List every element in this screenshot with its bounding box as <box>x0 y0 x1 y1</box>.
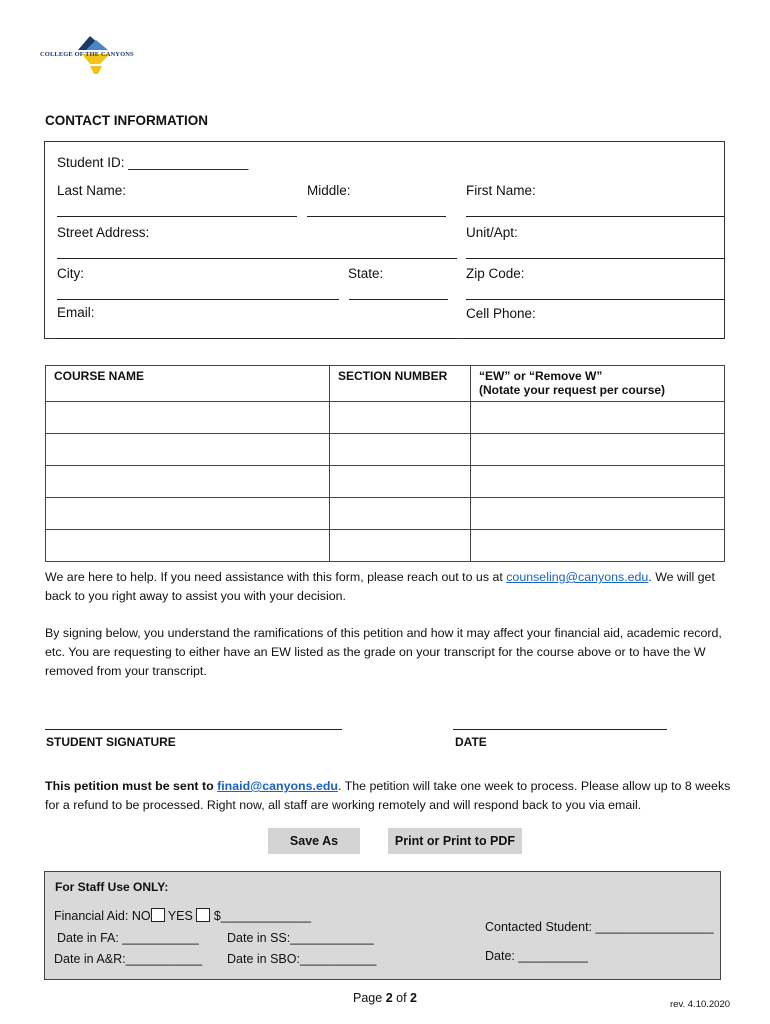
financial-aid-amount-field[interactable]: $_____________ <box>213 909 312 923</box>
college-logo <box>40 30 140 80</box>
cell-phone-input[interactable] <box>466 338 725 339</box>
date-in-ss-field[interactable]: Date in SS:____________ <box>227 931 374 945</box>
middle-label: Middle: <box>307 183 351 198</box>
ew-request-cell[interactable] <box>471 466 725 498</box>
course-table-header <box>46 366 725 402</box>
section-number-cell[interactable] <box>330 402 471 434</box>
petition-paragraph <box>45 777 735 815</box>
last-name-input[interactable] <box>57 216 297 217</box>
course-name-cell[interactable] <box>46 530 330 562</box>
page-total: 2 <box>410 991 417 1005</box>
page-prefix: Page <box>353 991 386 1005</box>
zip-code-label: Zip Code: <box>466 266 525 281</box>
logo-text: COLLEGE OF THE CANYONS <box>40 51 134 58</box>
unit-input[interactable] <box>466 258 725 259</box>
ew-request-cell[interactable] <box>471 498 725 530</box>
contact-information-box <box>44 141 725 339</box>
section-number-cell[interactable] <box>330 530 471 562</box>
section-number-cell[interactable] <box>330 498 471 530</box>
unit-label: Unit/Apt: <box>466 225 518 240</box>
table-row <box>46 530 725 562</box>
ew-request-cell[interactable] <box>471 402 725 434</box>
ew-header-title: “EW” or “Remove W” <box>479 369 603 383</box>
first-name-input[interactable] <box>466 216 725 217</box>
course-name-header: COURSE NAME <box>46 366 330 402</box>
state-label: State: <box>348 266 384 281</box>
revision-date: rev. 4.10.2020 <box>670 999 731 1010</box>
last-name-label: Last Name: <box>57 183 127 198</box>
course-name-cell[interactable] <box>46 402 330 434</box>
zip-code-input[interactable] <box>466 299 725 300</box>
contacted-student-field[interactable]: Contacted Student: _________________ <box>485 920 714 934</box>
page-number <box>0 991 770 1005</box>
course-table <box>45 365 725 562</box>
table-row <box>46 466 725 498</box>
student-id-field[interactable]: Student ID: ________________ <box>57 155 249 170</box>
course-name-cell[interactable] <box>46 434 330 466</box>
email-label: Email: <box>57 305 95 320</box>
staff-date-field[interactable]: Date: __________ <box>485 949 588 963</box>
staff-use-title: For Staff Use ONLY: <box>55 880 169 894</box>
help-text-after: . We will get back to you right away to assist you with your decision. <box>45 570 715 603</box>
state-input[interactable] <box>349 299 448 300</box>
staff-use-box <box>44 871 721 980</box>
financial-aid-label: Financial Aid: NO <box>54 909 151 923</box>
section-number-cell[interactable] <box>330 466 471 498</box>
page-current: 2 <box>385 991 393 1005</box>
help-text-before: We are here to help. If you need assistance with this form, please reach out to us at <box>45 570 507 584</box>
ew-request-cell[interactable] <box>471 530 725 562</box>
city-label: City: <box>57 266 84 281</box>
help-paragraph <box>45 568 735 606</box>
table-row <box>46 402 725 434</box>
financial-aid-yes-checkbox[interactable] <box>196 908 210 922</box>
page-mid: of <box>392 991 411 1005</box>
middle-input[interactable] <box>307 216 446 217</box>
date-in-sbo-field[interactable]: Date in SBO:___________ <box>227 952 377 966</box>
financial-aid-no-checkbox[interactable] <box>151 908 165 922</box>
print-button[interactable]: Print or Print to PDF <box>388 828 522 854</box>
date-in-ar-field[interactable]: Date in A&R:___________ <box>54 952 203 966</box>
ew-header <box>471 366 725 402</box>
cell-phone-label: Cell Phone: <box>466 306 536 321</box>
section-number-cell[interactable] <box>330 434 471 466</box>
table-row <box>46 434 725 466</box>
date-label: DATE <box>455 735 487 749</box>
city-input[interactable] <box>57 299 339 300</box>
save-as-button[interactable]: Save As <box>268 828 360 854</box>
first-name-label: First Name: <box>466 183 536 198</box>
course-name-cell[interactable] <box>46 466 330 498</box>
ew-header-note: (Notate your request per course) <box>479 383 666 397</box>
date-signature-line[interactable] <box>453 729 667 730</box>
finaid-email-link[interactable]: finaid@canyons.edu <box>217 779 338 793</box>
signing-paragraph: By signing below, you understand the ramifications of this petition and how it may affect your financial aid, academic record, etc. You are requesting to either have an EW listed as the grade on your transcript for the course above or to have the W removed from your transcript. <box>45 626 722 678</box>
petition-text-before: This petition must be sent to <box>45 779 218 793</box>
petition-text-after: . The petition will take one week to process. Please allow up to 8 weeks for a refund to be processed. Right now, all staff are working remotely and will respond back to you via email. <box>45 779 731 812</box>
counseling-email-link[interactable]: counseling@canyons.edu <box>506 570 649 584</box>
date-in-fa-field[interactable]: Date in FA: ___________ <box>57 931 199 945</box>
street-address-input[interactable] <box>57 258 457 259</box>
street-address-label: Street Address: <box>57 225 150 240</box>
course-name-cell[interactable] <box>46 498 330 530</box>
table-row <box>46 498 725 530</box>
student-signature-line[interactable] <box>45 729 342 730</box>
financial-aid-yes-label: YES <box>167 909 193 923</box>
email-input[interactable] <box>57 338 457 339</box>
section-number-header: SECTION NUMBER <box>330 366 471 402</box>
student-signature-label: STUDENT SIGNATURE <box>46 735 176 749</box>
ew-request-cell[interactable] <box>471 434 725 466</box>
contact-heading: CONTACT INFORMATION <box>45 113 208 128</box>
financial-aid-field <box>54 908 311 923</box>
